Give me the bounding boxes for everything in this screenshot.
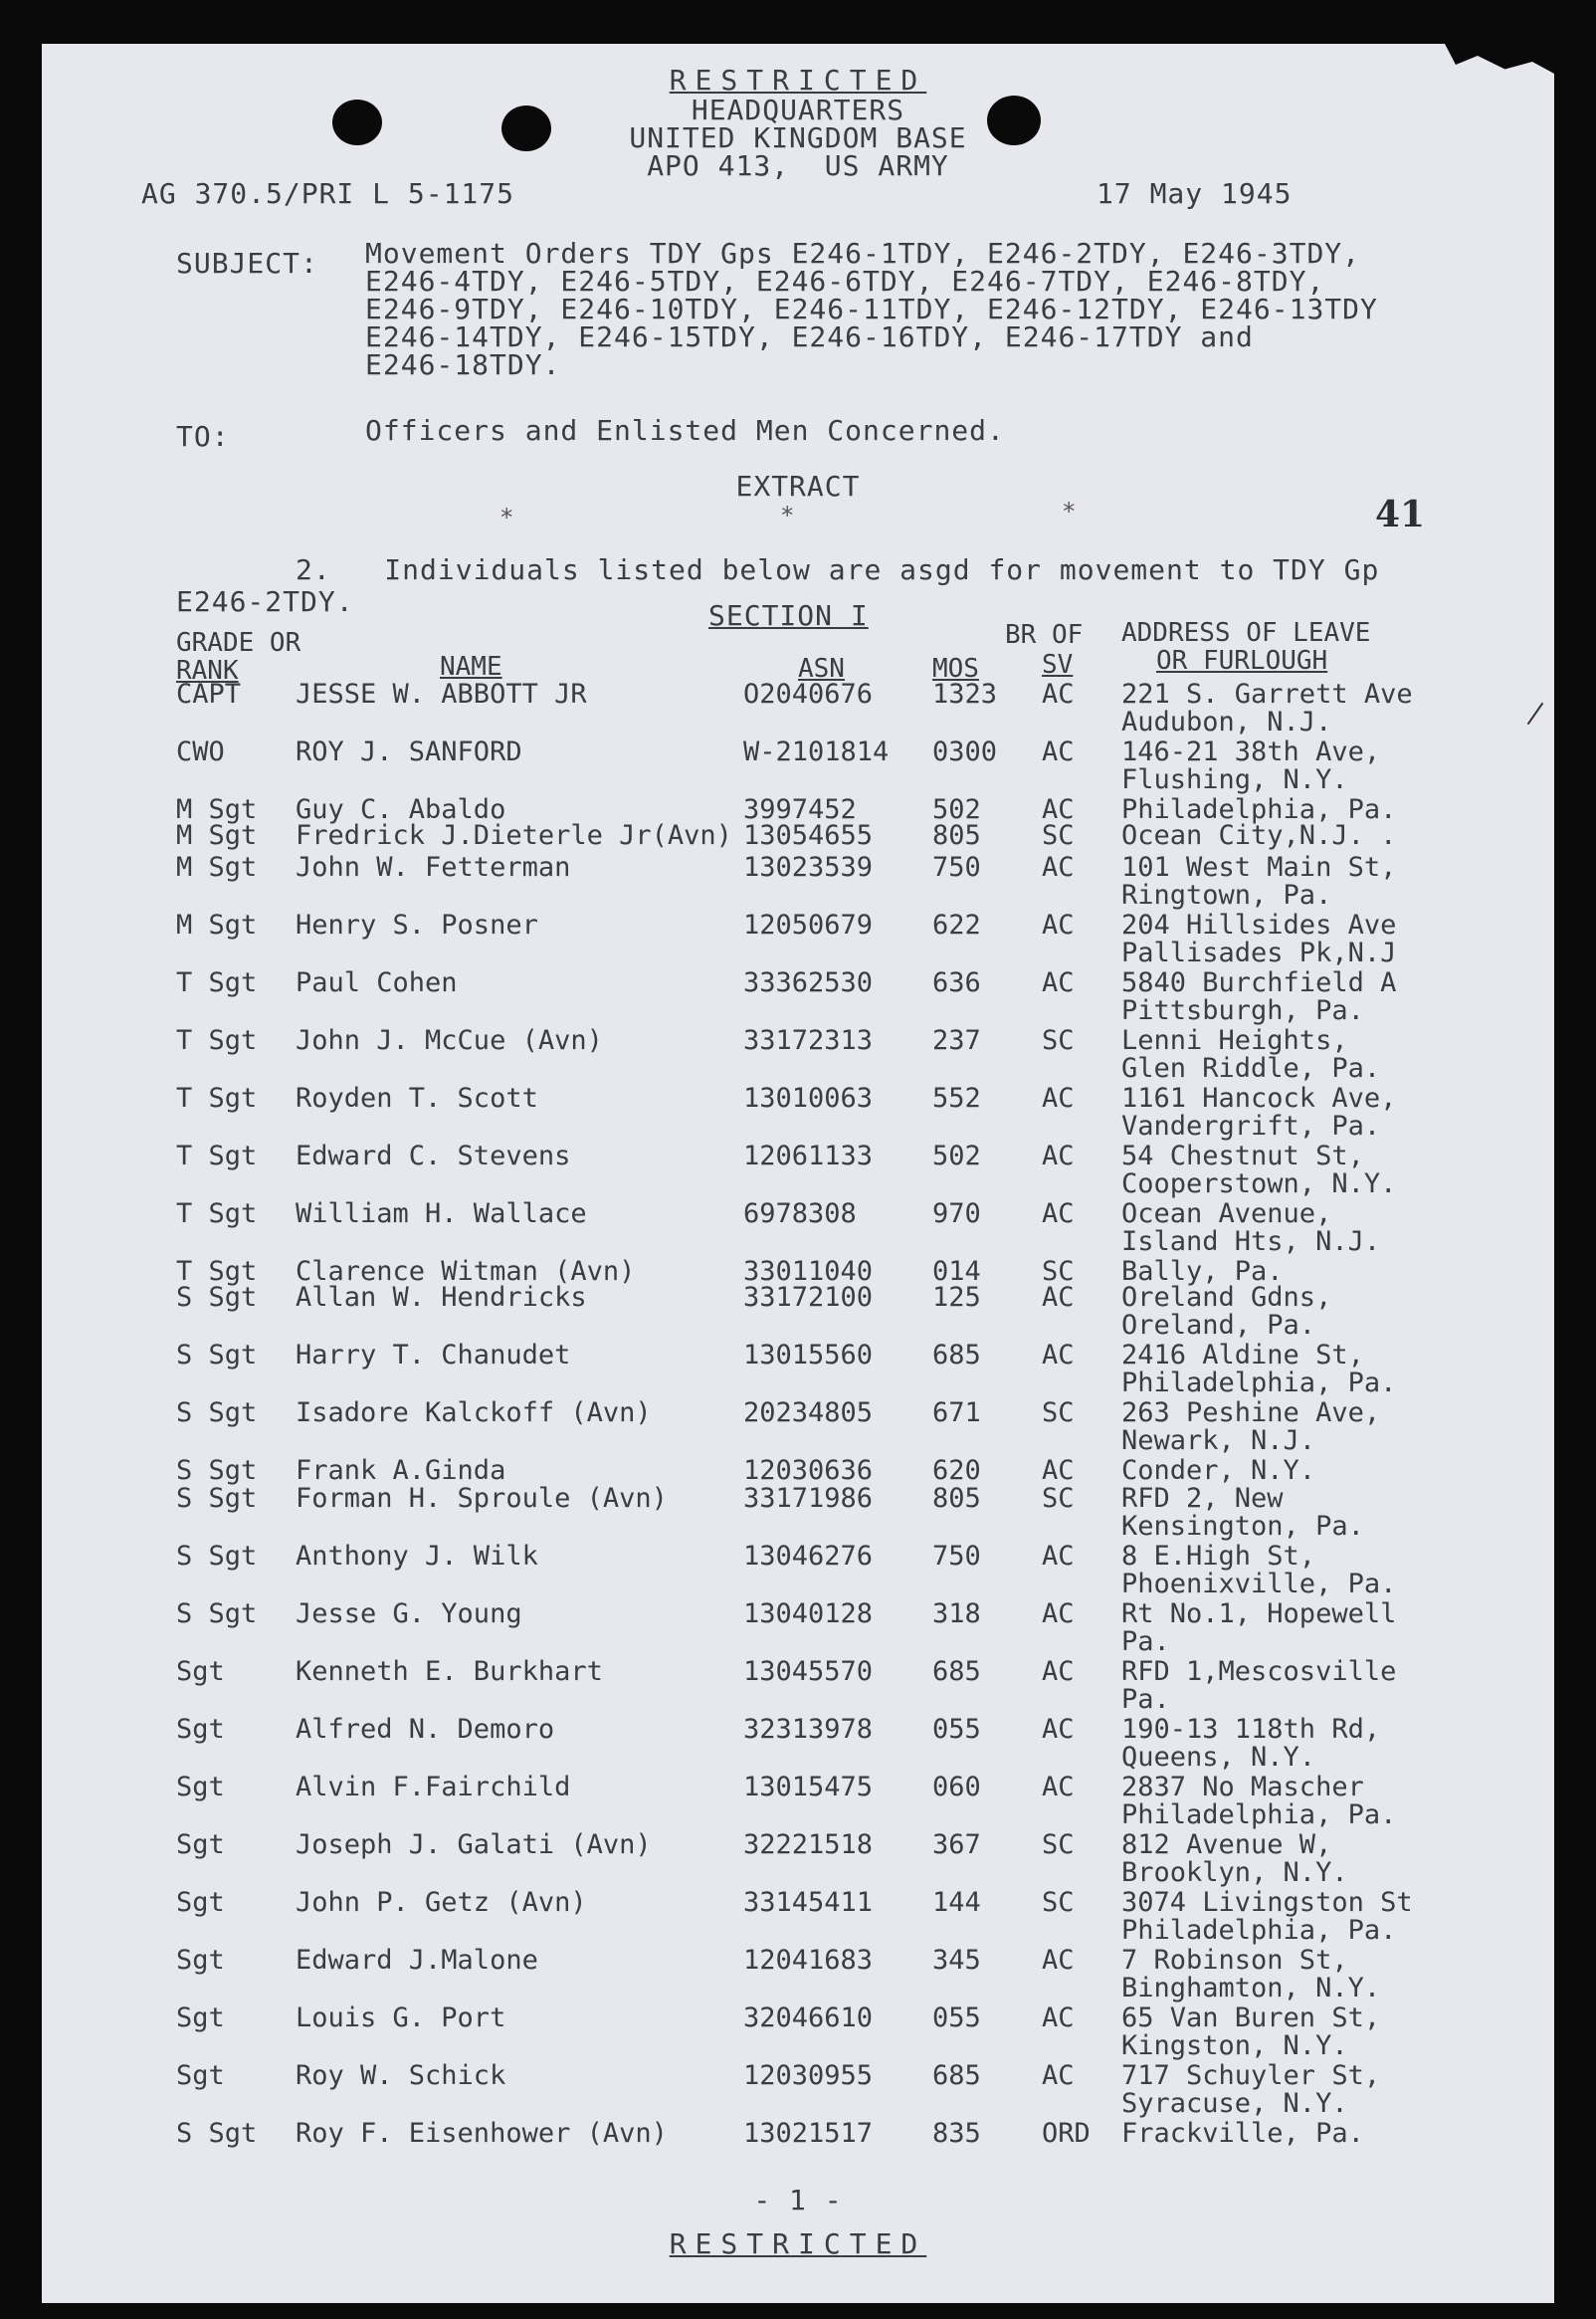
col-header-br-1: BR OF (1005, 620, 1084, 650)
paragraph-line-1: 2. Individuals listed below are asgd for movement to TDY Gp (296, 553, 1380, 586)
row-name: Alfred N. Demoro (296, 1714, 555, 1745)
col-header-address-1: ADDRESS OF LEAVE (1121, 618, 1371, 648)
row-address-line-1: RFD 1,Mescosville (1121, 1656, 1397, 1687)
row-mos: 125 (932, 1282, 981, 1313)
row-branch: AC (1042, 1772, 1075, 1802)
row-grade: CAPT (176, 679, 242, 710)
row-grade: Sgt (176, 1829, 225, 1860)
row-grade: CWO (176, 737, 225, 767)
subject-line-1: Movement Orders TDY Gps E246-1TDY, E246-2TDY, E246-3TDY, (365, 237, 1361, 270)
row-branch: AC (1042, 910, 1075, 941)
row-branch: AC (1042, 1198, 1075, 1229)
row-grade: Sgt (176, 2060, 225, 2091)
row-grade: S Sgt (176, 1483, 258, 1514)
row-mos: 014 (932, 1256, 981, 1287)
row-address-line-1: 3074 Livingston St (1121, 1887, 1413, 1918)
row-address-line-1: Lenni Heights, (1121, 1025, 1348, 1056)
row-grade: S Sgt (176, 1455, 258, 1486)
row-asn: 33171986 (743, 1483, 874, 1514)
row-asn: 33145411 (743, 1887, 874, 1918)
row-branch: AC (1042, 852, 1075, 883)
row-name: Roy F. Eisenhower (Avn) (296, 2118, 668, 2149)
row-grade: Sgt (176, 1714, 225, 1745)
row-branch: AC (1042, 1656, 1075, 1687)
row-branch: SC (1042, 1483, 1075, 1514)
col-header-address-2: OR FURLOUGH (1156, 646, 1328, 676)
row-asn: 13040128 (743, 1598, 874, 1629)
row-mos: 552 (932, 1083, 981, 1114)
row-branch: AC (1042, 1340, 1075, 1370)
row-branch: AC (1042, 1083, 1075, 1114)
row-name: JESSE W. ABBOTT JR (296, 679, 587, 710)
col-header-name: NAME (440, 652, 502, 682)
command-line: UNITED KINGDOM BASE (629, 121, 967, 154)
row-mos: 060 (932, 1772, 981, 1802)
row-address-line-1: 190-13 118th Rd, (1121, 1714, 1381, 1745)
row-name: Joseph J. Galati (Avn) (296, 1829, 652, 1860)
row-grade: S Sgt (176, 1340, 258, 1370)
row-name: Alvin F.Fairchild (296, 1772, 571, 1802)
row-address-line-1: 1161 Hancock Ave, (1121, 1083, 1397, 1114)
row-mos: 685 (932, 2060, 981, 2091)
table-row (42, 2004, 1554, 2064)
table-row (42, 2120, 1554, 2180)
row-address-line-2: Oreland, Pa. (1121, 1310, 1316, 1341)
row-name: ROY J. SANFORD (296, 737, 522, 767)
paragraph-line-2: E246-2TDY. (176, 585, 354, 618)
row-grade: T Sgt (176, 1141, 258, 1171)
table-row (42, 912, 1554, 971)
row-branch: SC (1042, 1397, 1075, 1428)
row-mos: 620 (932, 1455, 981, 1486)
row-address-line-1: 204 Hillsides Ave (1121, 910, 1397, 941)
row-address-line-1: Bally, Pa. (1121, 1256, 1284, 1287)
row-grade: Sgt (176, 1945, 225, 1976)
row-mos: 055 (932, 2003, 981, 2033)
row-address-line-2: Brooklyn, N.Y. (1121, 1857, 1348, 1888)
row-branch: AC (1042, 679, 1075, 710)
row-grade: S Sgt (176, 1598, 258, 1629)
table-row (42, 1600, 1554, 1660)
row-address-line-2: Pallisades Pk,N.J (1121, 938, 1397, 968)
row-asn: 13045570 (743, 1656, 874, 1687)
file-reference: AG 370.5/PRI L 5-1175 (141, 177, 515, 210)
row-address-line-2: Kingston, N.Y. (1121, 2030, 1348, 2061)
page-number: - 1 - (753, 2184, 843, 2216)
row-branch: AC (1042, 1141, 1075, 1171)
row-asn: W-2101814 (743, 737, 890, 767)
table-row (42, 1831, 1554, 1891)
row-mos: 237 (932, 1025, 981, 1056)
row-address-line-1: Rt No.1, Hopewell (1121, 1598, 1397, 1629)
extract-label: EXTRACT (735, 470, 861, 503)
row-branch: AC (1042, 1455, 1075, 1486)
row-mos: 367 (932, 1829, 981, 1860)
row-mos: 970 (932, 1198, 981, 1229)
row-grade: T Sgt (176, 1256, 258, 1287)
row-branch: AC (1042, 1598, 1075, 1629)
col-header-br-2: SV (1042, 650, 1074, 680)
row-mos: 685 (932, 1656, 981, 1687)
row-mos: 835 (932, 2118, 981, 2149)
row-name: Clarence Witman (Avn) (296, 1256, 636, 1287)
row-mos: 805 (932, 1483, 981, 1514)
row-address-line-1: 2837 No Mascher (1121, 1772, 1364, 1802)
row-address-line-2: Ringtown, Pa. (1121, 880, 1332, 911)
table-row (42, 1658, 1554, 1718)
row-grade: T Sgt (176, 1198, 258, 1229)
row-grade: S Sgt (176, 2118, 258, 2149)
classification-bottom: RESTRICTED (669, 2227, 927, 2260)
row-asn: 12030636 (743, 1455, 874, 1486)
row-branch: SC (1042, 820, 1075, 851)
row-mos: 144 (932, 1887, 981, 1918)
row-asn: 12050679 (743, 910, 874, 941)
row-branch: AC (1042, 967, 1075, 998)
row-name: Kenneth E. Burkhart (296, 1656, 603, 1687)
row-grade: S Sgt (176, 1541, 258, 1572)
subject-line-5: E246-18TDY. (365, 348, 561, 381)
row-name: Fredrick J.Dieterle Jr(Avn) (296, 820, 732, 851)
row-name: Edward C. Stevens (296, 1141, 571, 1171)
row-grade: M Sgt (176, 820, 258, 851)
table-row (42, 1399, 1554, 1459)
table-row (42, 854, 1554, 914)
row-asn: 13015475 (743, 1772, 874, 1802)
table-row (42, 1774, 1554, 1833)
to-label: TO: (176, 420, 230, 453)
row-address-line-1: 5840 Burchfield A (1121, 967, 1397, 998)
row-address-line-1: 8 E.High St, (1121, 1541, 1316, 1572)
row-grade: M Sgt (176, 852, 258, 883)
row-address-line-1: Frackville, Pa. (1121, 2118, 1364, 2149)
table-row (42, 738, 1554, 798)
table-row (42, 1342, 1554, 1401)
table-row (42, 681, 1554, 740)
row-address-line-1: 7 Robinson St, (1121, 1945, 1348, 1976)
table-row (42, 1085, 1554, 1145)
row-asn: 12041683 (743, 1945, 874, 1976)
row-address-line-1: 812 Avenue W, (1121, 1829, 1332, 1860)
row-branch: AC (1042, 794, 1075, 825)
row-branch: AC (1042, 1282, 1075, 1313)
row-asn: O2040676 (743, 679, 874, 710)
row-asn: 3997452 (743, 794, 857, 825)
row-name: Jesse G. Young (296, 1598, 522, 1629)
row-name: John W. Fetterman (296, 852, 571, 883)
row-grade: Sgt (176, 2003, 225, 2033)
table-row (42, 969, 1554, 1029)
row-asn: 12061133 (743, 1141, 874, 1171)
subject-line-3: E246-9TDY, E246-10TDY, E246-11TDY, E246-12TDY, E246-13TDY (365, 293, 1378, 325)
row-address-line-2: Syracuse, N.Y. (1121, 2088, 1348, 2119)
row-branch: AC (1042, 1945, 1075, 1976)
row-name: Isadore Kalckoff (Avn) (296, 1397, 652, 1428)
row-address-line-2: Queens, N.Y. (1121, 1742, 1316, 1773)
row-grade: Sgt (176, 1656, 225, 1687)
row-name: John J. McCue (Avn) (296, 1025, 603, 1056)
row-branch: AC (1042, 1541, 1075, 1572)
row-address-line-1: Ocean City,N.J. . (1121, 820, 1397, 851)
col-header-mos: MOS (932, 654, 979, 684)
row-address-line-2: Glen Riddle, Pa. (1121, 1053, 1381, 1084)
row-name: Royden T. Scott (296, 1083, 538, 1114)
row-asn: 13021517 (743, 2118, 874, 2149)
page-marker: 41 (1375, 494, 1426, 535)
row-address-line-2: Binghamton, N.Y. (1121, 1973, 1381, 2003)
row-grade: Sgt (176, 1887, 225, 1918)
row-branch: SC (1042, 1829, 1075, 1860)
row-address-line-1: 146-21 38th Ave, (1121, 737, 1381, 767)
row-address-line-1: Oreland Gdns, (1121, 1282, 1332, 1313)
row-grade: T Sgt (176, 1083, 258, 1114)
row-asn: 13054655 (743, 820, 874, 851)
row-address-line-1: 717 Schuyler St, (1121, 2060, 1381, 2091)
row-mos: 805 (932, 820, 981, 851)
row-asn: 13046276 (743, 1541, 874, 1572)
row-asn: 32221518 (743, 1829, 874, 1860)
row-branch: ORD (1042, 2118, 1091, 2149)
row-asn: 20234805 (743, 1397, 874, 1428)
row-branch: SC (1042, 1256, 1075, 1287)
row-name: Henry S. Posner (296, 910, 538, 941)
row-asn: 6978308 (743, 1198, 857, 1229)
row-branch: AC (1042, 737, 1075, 767)
row-branch: AC (1042, 2060, 1075, 2091)
row-asn: 13023539 (743, 852, 874, 883)
row-mos: 0300 (932, 737, 998, 767)
row-address-line-2: Kensington, Pa. (1121, 1511, 1364, 1542)
row-name: Allan W. Hendricks (296, 1282, 587, 1313)
row-name: Roy W. Schick (296, 2060, 506, 2091)
row-branch: AC (1042, 1714, 1075, 1745)
document-date: 17 May 1945 (1097, 177, 1293, 210)
apo-line: APO 413, US ARMY (647, 149, 949, 182)
row-branch: SC (1042, 1025, 1075, 1056)
row-address-line-1: Ocean Avenue, (1121, 1198, 1332, 1229)
row-branch: AC (1042, 2003, 1075, 2033)
document-page (42, 44, 1554, 2303)
row-name: Frank A.Ginda (296, 1455, 506, 1486)
table-row (42, 1485, 1554, 1545)
row-address-line-1: RFD 2, New (1121, 1483, 1284, 1514)
classification-top: RESTRICTED (669, 64, 927, 97)
row-address-line-2: Philadelphia, Pa. (1121, 1799, 1397, 1830)
row-address-line-2: Audubon, N.J. (1121, 707, 1332, 738)
row-asn: 33362530 (743, 967, 874, 998)
row-mos: 1323 (932, 679, 998, 710)
row-name: Edward J.Malone (296, 1945, 538, 1976)
subject-line-4: E246-14TDY, E246-15TDY, E246-16TDY, E246-17TDY and (365, 320, 1254, 353)
row-mos: 345 (932, 1945, 981, 1976)
row-grade: S Sgt (176, 1282, 258, 1313)
row-address-line-2: Island Hts, N.J. (1121, 1226, 1381, 1257)
row-address-line-2: Pa. (1121, 1626, 1170, 1657)
row-grade: S Sgt (176, 1397, 258, 1428)
row-asn: 32046610 (743, 2003, 874, 2033)
row-address-line-1: 263 Peshine Ave, (1121, 1397, 1381, 1428)
table-row (42, 1200, 1554, 1260)
row-grade: T Sgt (176, 967, 258, 998)
row-address-line-2: Phoenixville, Pa. (1121, 1569, 1397, 1599)
row-address-line-1: 2416 Aldine St, (1121, 1340, 1364, 1370)
row-address-line-1: 221 S. Garrett Ave (1121, 679, 1413, 710)
table-row (42, 1143, 1554, 1202)
row-asn: 32313978 (743, 1714, 874, 1745)
table-row (42, 1027, 1554, 1087)
section-title: SECTION I (708, 599, 869, 632)
row-branch: SC (1042, 1887, 1075, 1918)
row-address-line-2: Pa. (1121, 1684, 1170, 1715)
row-asn: 33172100 (743, 1282, 874, 1313)
row-name: Paul Cohen (296, 967, 458, 998)
to-text: Officers and Enlisted Men Concerned. (365, 414, 1005, 447)
row-asn: 13010063 (743, 1083, 874, 1114)
row-mos: 671 (932, 1397, 981, 1428)
row-grade: M Sgt (176, 794, 258, 825)
subject-label: SUBJECT: (176, 247, 318, 280)
row-name: Anthony J. Wilk (296, 1541, 538, 1572)
table-row (42, 1947, 1554, 2006)
row-asn: 33172313 (743, 1025, 874, 1056)
row-grade: T Sgt (176, 1025, 258, 1056)
row-name: William H. Wallace (296, 1198, 587, 1229)
row-mos: 750 (932, 1541, 981, 1572)
table-row (42, 1543, 1554, 1602)
row-asn: 33011040 (743, 1256, 874, 1287)
separator-star-1: * (499, 504, 514, 531)
separator-star-2: * (780, 502, 795, 529)
table-row (42, 1889, 1554, 1949)
row-address-line-2: Cooperstown, N.Y. (1121, 1168, 1397, 1199)
row-mos: 502 (932, 794, 981, 825)
subject-line-2: E246-4TDY, E246-5TDY, E246-6TDY, E246-7TDY, E246-8TDY, (365, 265, 1325, 298)
row-address-line-1: Conder, N.Y. (1121, 1455, 1316, 1486)
row-name: John P. Getz (Avn) (296, 1887, 587, 1918)
separator-star-3: * (1062, 498, 1077, 526)
col-header-grade-2: RANK (176, 656, 239, 686)
col-header-asn: ASN (798, 654, 845, 684)
row-name: Forman H. Sproule (Avn) (296, 1483, 668, 1514)
row-mos: 502 (932, 1141, 981, 1171)
table-row (42, 2062, 1554, 2122)
row-address-line-2: Philadelphia, Pa. (1121, 1915, 1397, 1946)
table-row (42, 1716, 1554, 1776)
row-address-line-2: Vandergrift, Pa. (1121, 1111, 1381, 1142)
row-name: Harry T. Chanudet (296, 1340, 571, 1370)
row-name: Guy C. Abaldo (296, 794, 506, 825)
row-asn: 12030955 (743, 2060, 874, 2091)
row-mos: 636 (932, 967, 981, 998)
row-mos: 685 (932, 1340, 981, 1370)
col-header-grade-1: GRADE OR (176, 628, 301, 658)
row-address-line-2: Flushing, N.Y. (1121, 764, 1348, 795)
row-name: Louis G. Port (296, 2003, 506, 2033)
row-mos: 750 (932, 852, 981, 883)
row-mos: 318 (932, 1598, 981, 1629)
row-address-line-1: Philadelphia, Pa. (1121, 794, 1397, 825)
row-address-line-2: Philadelphia, Pa. (1121, 1368, 1397, 1398)
row-address-line-2: Newark, N.J. (1121, 1425, 1316, 1456)
row-address-line-1: 101 West Main St, (1121, 852, 1397, 883)
row-grade: M Sgt (176, 910, 258, 941)
row-mos: 055 (932, 1714, 981, 1745)
table-row (42, 1284, 1554, 1344)
row-grade: Sgt (176, 1772, 225, 1802)
row-address-line-1: 65 Van Buren St, (1121, 2003, 1381, 2033)
hq-line: HEADQUARTERS (691, 94, 905, 126)
row-address-line-2: Pittsburgh, Pa. (1121, 995, 1364, 1026)
row-mos: 622 (932, 910, 981, 941)
row-asn: 13015560 (743, 1340, 874, 1370)
row-address-line-1: 54 Chestnut St, (1121, 1141, 1364, 1171)
